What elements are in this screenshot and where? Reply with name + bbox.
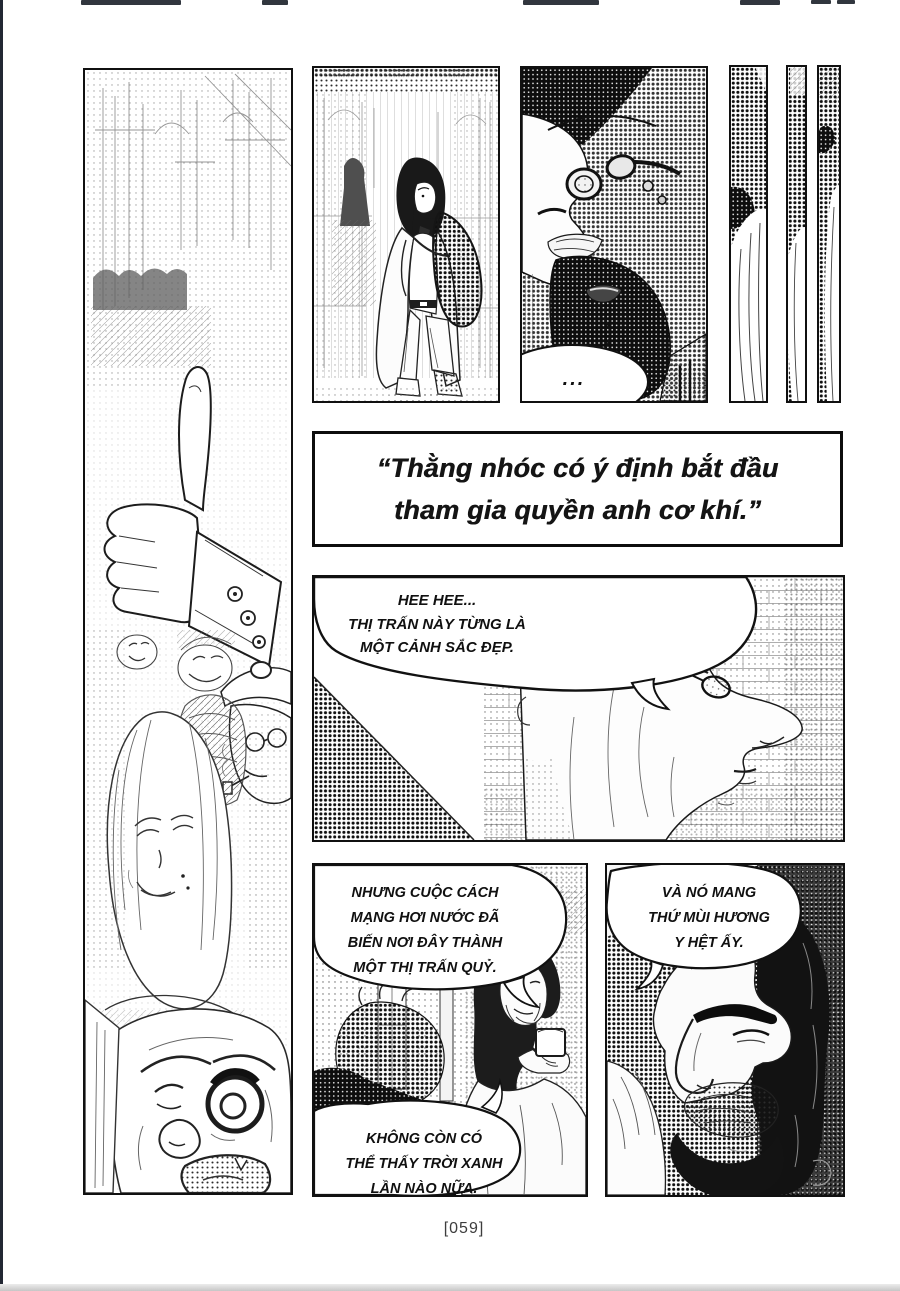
scan-artifact-top	[837, 0, 855, 4]
scan-artifact-top	[523, 0, 599, 5]
panel-strip-2	[786, 65, 807, 403]
bubble-line: HEE HEE...	[397, 592, 477, 609]
scan-artifact-top	[81, 0, 181, 5]
panel-goggles-man	[520, 66, 708, 403]
bubble-line: VÀ NÓ MANG	[661, 885, 757, 901]
speech-bubble-steam-revolution	[314, 881, 536, 981]
panel-strip-1-art	[731, 67, 766, 401]
speech-bubble-same-scent	[609, 881, 809, 956]
bubble-line: THỊ TRẤN NÀY TỪNG LÀ	[348, 615, 526, 633]
panel-walking-man-art	[314, 68, 498, 401]
bubble-line: MỘT CẢNH SẮC ĐẸP.	[360, 639, 514, 656]
caption-line: “Thằng nhóc có ý định bắt đầu	[376, 453, 779, 483]
page-edge-left	[0, 0, 3, 1291]
panel-strip-3	[817, 65, 841, 403]
bubble-line: BIẾN NƠI ĐÂY THÀNH	[347, 935, 503, 951]
caption-line: tham gia quyền anh cơ khí.”	[393, 495, 762, 525]
bubble-line: ...	[562, 368, 586, 390]
panel-old-man	[312, 575, 845, 842]
bubble-line: Y HỆT ẤY.	[674, 935, 744, 951]
speech-bubble-no-blue-sky	[318, 1127, 530, 1197]
panel-seated-men	[312, 863, 588, 1197]
speech-bubble-town-beauty	[320, 589, 554, 660]
bubble-line: NHƯNG CUỘC CÁCH	[351, 885, 499, 901]
page-bottom-edge	[0, 1284, 900, 1291]
panel-goggles-man-art	[522, 68, 706, 401]
bubble-line: THỂ THẤY TRỜI XANH	[345, 1156, 503, 1172]
scan-artifact-top	[811, 0, 831, 4]
scan-artifact-top	[262, 0, 288, 5]
panel-walking-man	[312, 66, 500, 403]
panel-crowd	[83, 68, 293, 1195]
panel-strip-3-art	[819, 67, 839, 401]
panel-crowd-art	[85, 70, 291, 1193]
page-number: [059]	[443, 1220, 485, 1237]
bubble-line: KHÔNG CÒN CÓ	[366, 1131, 482, 1147]
bubble-line: MẠNG HƠI NƯỚC ĐÃ	[350, 910, 500, 926]
scan-artifact-top	[740, 0, 780, 5]
panel-strip-2-art	[788, 67, 805, 401]
bubble-line: THỨ MÙI HƯƠNG	[648, 910, 770, 926]
bubble-line: LẦN NÀO NỮA.	[370, 1181, 478, 1197]
panel-strip-1	[729, 65, 768, 403]
panel-bearded-man	[605, 863, 845, 1197]
speech-bubble-ellipsis	[534, 368, 614, 391]
bubble-line: MỘT THỊ TRẤN QUỶ.	[353, 960, 497, 976]
caption-box	[312, 431, 843, 547]
